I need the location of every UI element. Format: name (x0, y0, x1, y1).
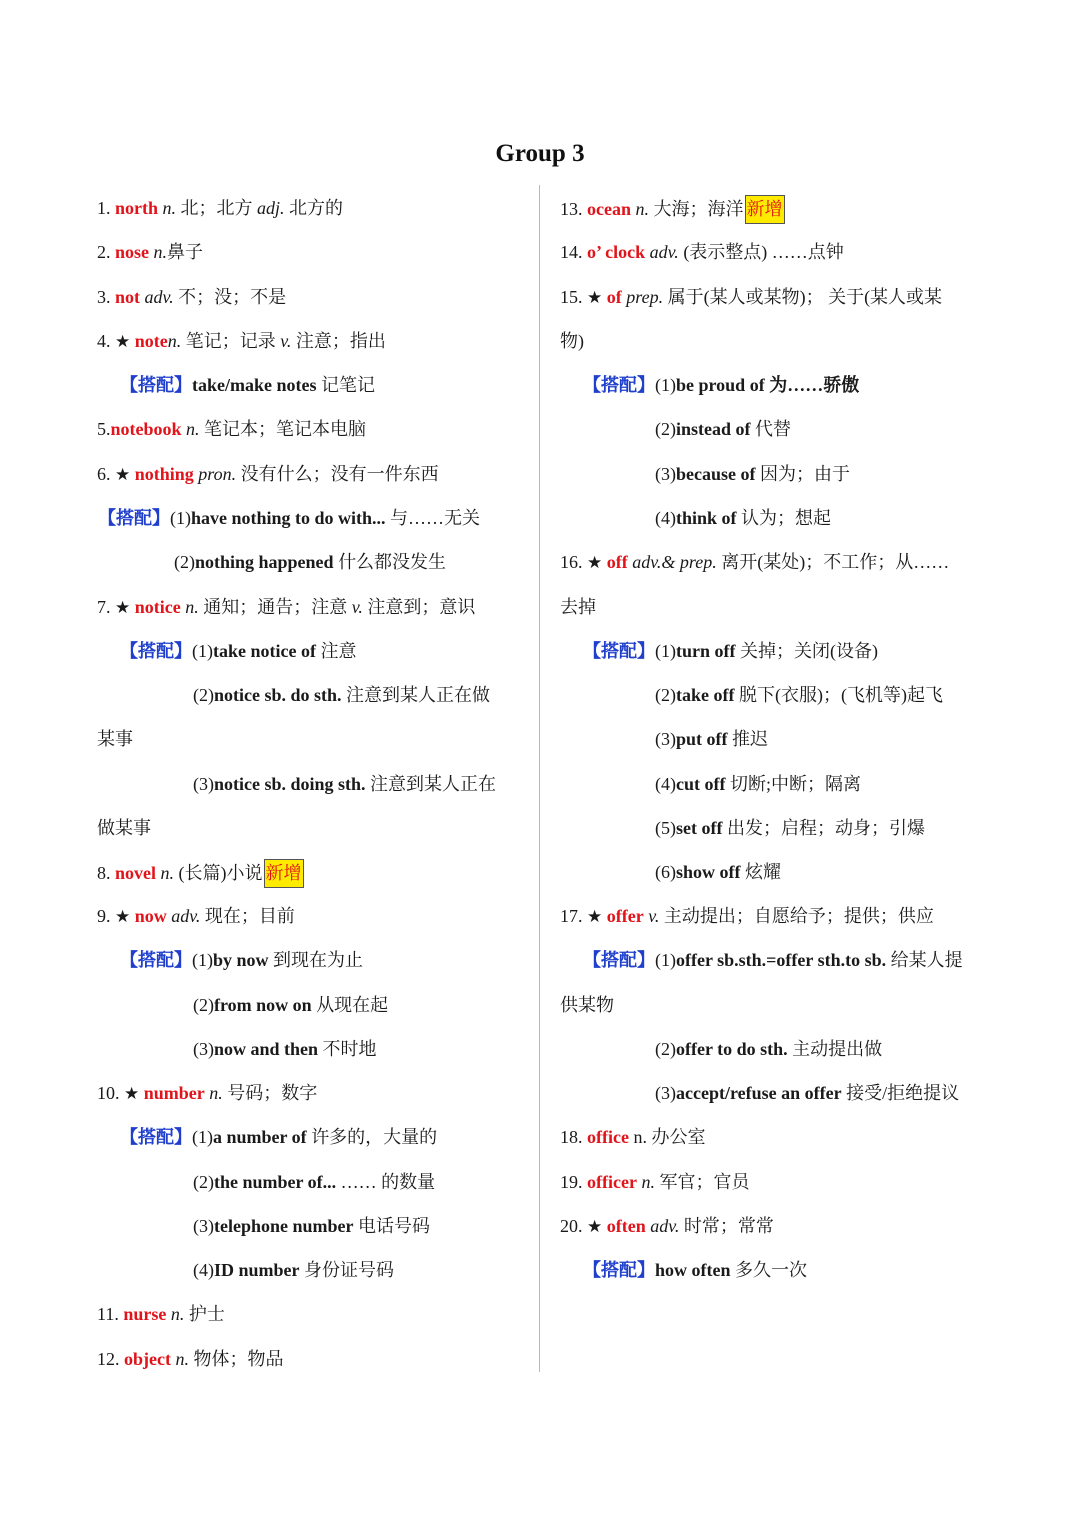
headword: now (134, 906, 167, 926)
entry-often: 20. ★ often adv. 时常；常常 (560, 1216, 774, 1237)
collocation-line: 【搭配】(1)have nothing to do with... 与……无关 (98, 508, 481, 528)
collocation-continuation: 某事 (97, 729, 133, 749)
headword: object (124, 1349, 171, 1369)
entry-nothing: 6. ★ nothing pron. 没有什么；没有一件东西 (97, 464, 439, 485)
new-badge: 新增 (745, 195, 785, 224)
collocation-continuation: 做某事 (97, 818, 151, 838)
entry-number: 10. ★ number n. 号码；数字 (97, 1083, 318, 1104)
headword: of (606, 287, 622, 307)
entry-note: 4. ★ noten. 笔记；记录 v. 注意；指出 (97, 331, 386, 352)
entry-nurse: 11. nurse n. 护士 (97, 1304, 225, 1324)
collocation-line: (5)set off 出发；启程；动身；引爆 (655, 818, 925, 838)
collocation-tag: 【搭配】 (583, 1260, 655, 1280)
collocation-line: (2)take off 脱下(衣服)；(飞机等)起飞 (655, 685, 943, 705)
collocation-line: 【搭配】(1)by now 到现在为止 (120, 950, 364, 970)
star-icon: ★ (115, 332, 131, 352)
collocation-line: (2)offer to do sth. 主动提出做 (655, 1039, 883, 1059)
collocation-tag: 【搭配】 (583, 950, 655, 970)
collocation-continuation: 供某物 (560, 995, 614, 1015)
collocation-tag: 【搭配】 (583, 641, 655, 661)
entry-ocean: 13. ocean n. 大海；海洋 新增 (560, 195, 785, 224)
headword: note (134, 331, 168, 351)
headword: nothing (134, 464, 194, 484)
collocation-line: (3)accept/refuse an offer 接受/拒绝提议 (655, 1083, 960, 1103)
entry-nose: 2. nose n.鼻子 (97, 242, 204, 262)
entry-north: 1. north n. 北；北方 adj. 北方的 (97, 198, 344, 218)
collocation-line: 【搭配】(1)turn off 关掉；关闭(设备) (583, 641, 878, 661)
headword: nose (115, 242, 150, 262)
new-badge: 新增 (264, 859, 304, 888)
collocation-line: (6)show off 炫耀 (655, 862, 782, 882)
definition-continuation: 物) (560, 331, 584, 351)
entry-now: 9. ★ now adv. 现在；目前 (97, 906, 295, 927)
collocation-line: (4)think of 认为；想起 (655, 508, 832, 528)
collocation-line: (3)put off 推迟 (655, 729, 769, 749)
star-icon: ★ (587, 907, 603, 927)
star-icon: ★ (587, 288, 603, 308)
entry-off: 16. ★ off adv.& prep. 离开(某处)；不工作；从…… (560, 552, 950, 573)
collocation-line: (3)now and then 不时地 (193, 1039, 377, 1059)
collocation-line: (2)instead of 代替 (655, 419, 792, 439)
headword: north (115, 198, 159, 218)
collocation-line: (4)cut off 切断;中断；隔离 (655, 774, 861, 794)
collocation-tag: 【搭配】 (583, 375, 655, 395)
collocation-tag: 【搭配】 (120, 950, 192, 970)
entry-office: 18. office n. 办公室 (560, 1127, 706, 1147)
entry-object: 12. object n. 物体；物品 (97, 1349, 284, 1369)
collocation-line: 【搭配】(1)offer sb.sth.=offer sth.to sb. 给某人提 (583, 950, 963, 970)
collocation-tag: 【搭配】 (120, 641, 192, 661)
collocation-tag: 【搭配】 (120, 375, 192, 395)
collocation-line: (2)nothing happened 什么都没发生 (174, 552, 447, 572)
headword: offer (606, 906, 644, 926)
column-divider (539, 185, 540, 1372)
headword: nurse (123, 1304, 167, 1324)
entry-officer: 19. officer n. 军官；官员 (560, 1172, 750, 1192)
collocation-line: (2)from now on 从现在起 (193, 995, 389, 1015)
star-icon: ★ (115, 598, 131, 618)
page-title: Group 3 (495, 140, 585, 167)
star-icon: ★ (587, 553, 603, 573)
star-icon: ★ (115, 465, 131, 485)
star-icon: ★ (115, 907, 131, 927)
collocation-line: (3)notice sb. doing sth. 注意到某人正在 (193, 774, 497, 794)
headword: officer (587, 1172, 637, 1192)
entry-of: 15. ★ of prep. 属于(某人或某物)； 关于(某人或某 (560, 287, 943, 308)
collocation-line: 【搭配】take/make notes 记笔记 (120, 375, 375, 395)
headword: not (115, 287, 141, 307)
headword: ocean (587, 199, 631, 219)
headword: off (606, 552, 628, 572)
headword: office (587, 1127, 629, 1147)
entry-notebook: 5.notebook n. 笔记本；笔记本电脑 (97, 419, 367, 439)
entry-offer: 17. ★ offer v. 主动提出；自愿给予；提供；供应 (560, 906, 934, 927)
collocation-tag: 【搭配】 (98, 508, 170, 528)
headword: often (606, 1216, 646, 1236)
collocation-line: (3)because of 因为；由于 (655, 464, 850, 484)
collocation-line: 【搭配】how often 多久一次 (583, 1260, 807, 1280)
headword: notice (134, 597, 181, 617)
entry-notice: 7. ★ notice n. 通知；通告；注意 v. 注意到；意识 (97, 597, 476, 618)
headword: novel (115, 863, 157, 883)
collocation-tag: 【搭配】 (120, 1127, 192, 1147)
collocation-line: (2)notice sb. do sth. 注意到某人正在做 (193, 685, 491, 705)
entry-oclock: 14. o’ clock adv. (表示整点) ……点钟 (560, 242, 844, 262)
star-icon: ★ (587, 1217, 603, 1237)
collocation-line: (3)telephone number 电话号码 (193, 1216, 430, 1236)
definition-continuation: 去掉 (560, 597, 596, 617)
collocation-line: (2)the number of... …… 的数量 (193, 1172, 436, 1192)
collocation-line: 【搭配】(1)take notice of 注意 (120, 641, 357, 661)
collocation-line: 【搭配】(1)a number of 许多的，大量的 (120, 1127, 438, 1147)
star-icon: ★ (124, 1084, 140, 1104)
headword: o’ clock (587, 242, 646, 262)
headword: notebook (110, 419, 182, 439)
entry-novel: 8. novel n. (长篇)小说 新增 (97, 859, 304, 888)
entry-not: 3. not adv. 不；没；不是 (97, 287, 287, 307)
collocation-line: 【搭配】(1)be proud of 为……骄傲 (583, 375, 860, 395)
collocation-line: (4)ID number 身份证号码 (193, 1260, 395, 1280)
headword: number (143, 1083, 205, 1103)
